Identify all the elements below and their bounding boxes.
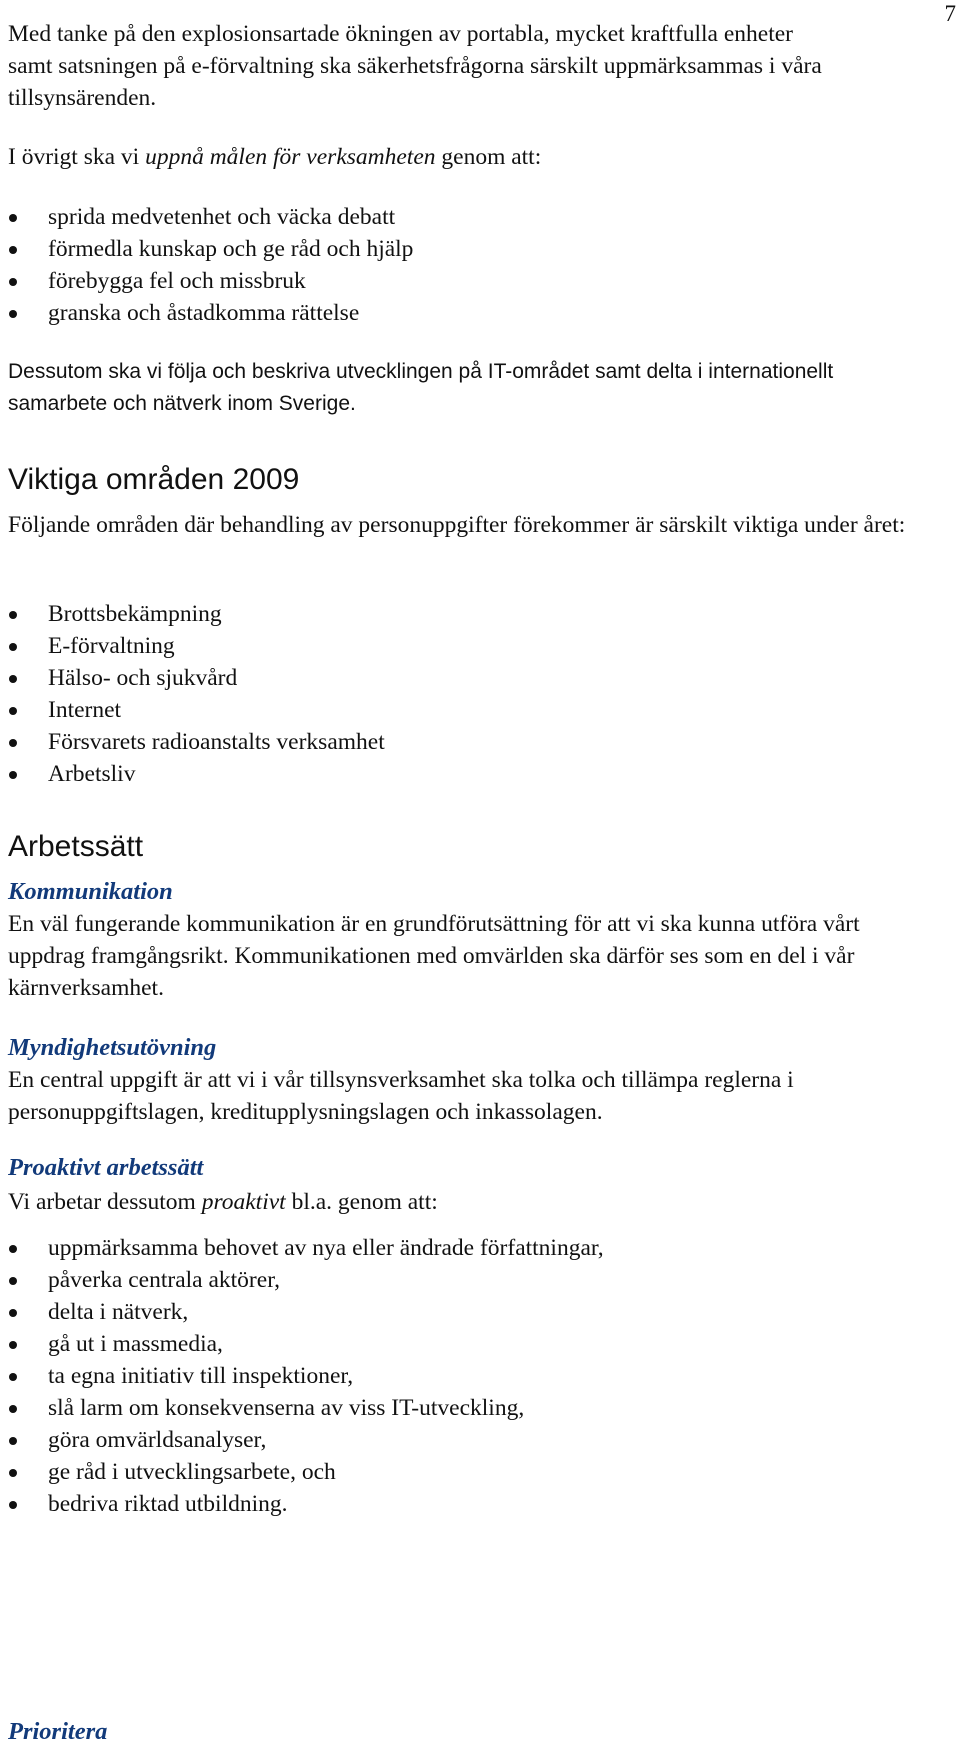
list-item: delta i nätverk, (8, 1296, 908, 1328)
intro-paragraph-2-end: genom att: (435, 144, 542, 170)
goals-list (8, 201, 908, 329)
list-item: Försvarets radioanstalts verksamhet (8, 726, 908, 758)
list-item: uppmärksamma behovet av nya eller ändrade författningar, (8, 1232, 908, 1264)
authority-text: En central uppgift är att vi i vår tillsynsverksamhet ska tolka och tillämpa reglerna i personuppgiftslagen, kreditupplysningslagen och inkassolagen. (8, 1067, 794, 1125)
areas-heading: Viktiga områden 2009 (8, 463, 300, 496)
list-item: granska och åstadkomma rättelse (8, 297, 908, 329)
proactive-intro (8, 1186, 438, 1218)
intro-paragraph-3: Dessutom ska vi följa och beskriva utvecklingen på IT-området samt delta i internationellt samarbete och nätverk inom Sverige. (8, 360, 834, 415)
method-heading: Arbetssätt (8, 830, 144, 863)
authority-heading: Myndighetsutövning (8, 1034, 217, 1061)
proactive-intro-end: bl.a. genom att: (285, 1189, 438, 1215)
list-item: ge råd i utvecklingsarbete, och (8, 1456, 908, 1488)
list-item: förmedla kunskap och ge råd och hjälp (8, 233, 908, 265)
proactive-heading: Proaktivt arbetssätt (8, 1154, 204, 1181)
list-item: göra omvärldsanalyser, (8, 1424, 908, 1456)
priority-heading: Prioritera (8, 1718, 108, 1745)
list-item: sprida medvetenhet och väcka debatt (8, 201, 908, 233)
list-item: Arbetsliv (8, 758, 908, 790)
list-item: förebygga fel och missbruk (8, 265, 908, 297)
page-number: 7 (944, 1, 956, 26)
list-item: Hälso- och sjukvård (8, 662, 908, 694)
list-item: E-förvaltning (8, 630, 908, 662)
communication-text: En väl fungerande kommunikation är en grundförutsättning för att vi ska kunna utföra vårt uppdrag framgångsrikt. Kommunikationen med omvärlden ska därför ses som en del i vår kärnverksamhet. (8, 911, 860, 1001)
list-item: ta egna initiativ till inspektioner, (8, 1360, 908, 1392)
communication-heading: Kommunikation (8, 878, 173, 905)
proactive-intro-emphasis: proaktivt (201, 1189, 286, 1215)
proactive-list (8, 1232, 908, 1520)
areas-list (8, 598, 908, 790)
intro-paragraph-2-emphasis: uppnå målen för verksamheten (145, 144, 436, 170)
intro-paragraph-2 (8, 141, 541, 173)
intro-paragraph-2-start: I övrigt ska vi (8, 144, 146, 170)
list-item: slå larm om konsekvenserna av viss IT-utveckling, (8, 1392, 908, 1424)
list-item: påverka centrala aktörer, (8, 1264, 908, 1296)
intro-paragraph-1: Med tanke på den explosionsartade ökningen av portabla, mycket kraftfulla enheter samt satsningen på e-förvaltning ska säkerhetsfrågorna särskilt uppmärksammas i våra tillsynsärenden. (8, 21, 822, 111)
list-item: gå ut i massmedia, (8, 1328, 908, 1360)
areas-intro: Följande områden där behandling av personuppgifter förekommer är särskilt viktiga under året: (8, 512, 906, 538)
list-item: Internet (8, 694, 908, 726)
list-item: bedriva riktad utbildning. (8, 1488, 908, 1520)
proactive-intro-start: Vi arbetar dessutom (8, 1189, 202, 1215)
list-item: Brottsbekämpning (8, 598, 908, 630)
